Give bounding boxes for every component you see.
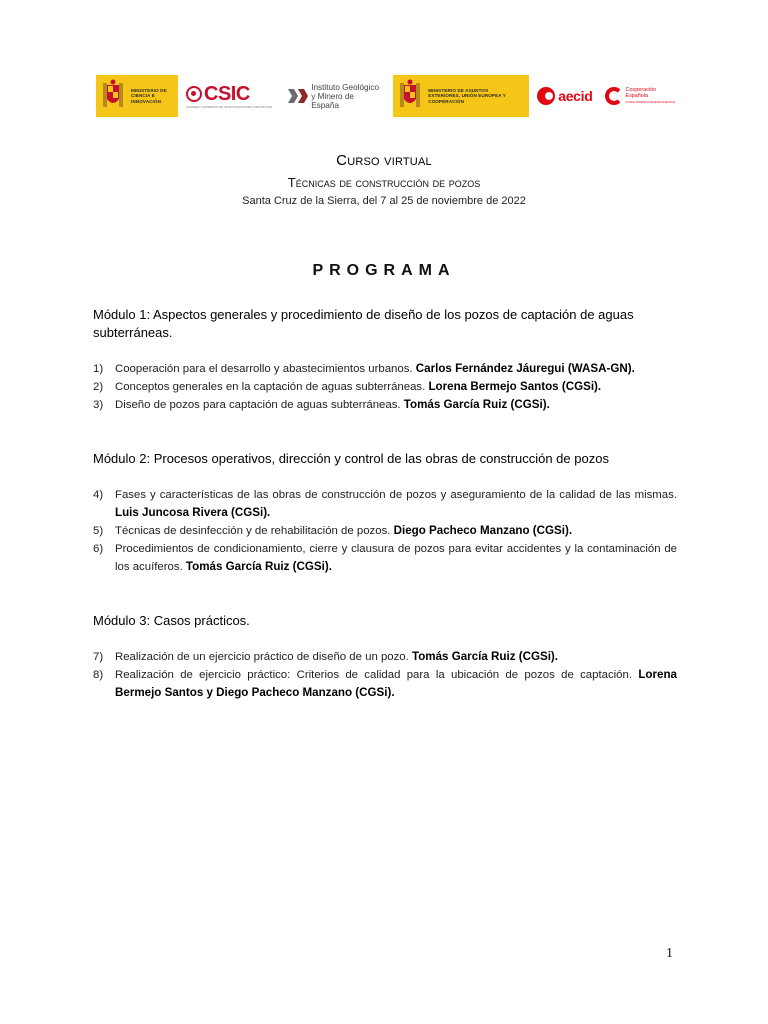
csic-wordmark: CSIC — [204, 82, 250, 105]
igme-text: Instituto Geológico y Minero de España — [311, 82, 380, 110]
ministry-exterior-logo — [393, 75, 529, 117]
item-text — [115, 396, 677, 414]
item-number: 1) — [93, 363, 104, 375]
igme-logo — [286, 83, 379, 110]
page-number: 1 — [666, 946, 673, 961]
item-text — [115, 378, 677, 396]
item-author: Carlos Fernández Jáuregui (WASA-GN). — [415, 362, 635, 375]
item-author: Lorena Bermejo Santos y Diego Pacheco Manzano (CGSi). — [115, 668, 677, 699]
aecid-logo — [537, 87, 592, 105]
list-item — [93, 378, 677, 396]
module-item-list — [93, 486, 677, 576]
list-item — [93, 360, 677, 378]
item-number: 3) — [93, 399, 104, 411]
list-item — [93, 522, 677, 540]
logo-strip — [96, 74, 676, 118]
ministry-exterior-text: MINISTERIO DE ASUNTOS EXTERIORES, UNIÓN EUROPEA Y COOPERACIÓN — [428, 88, 506, 104]
list-item — [93, 396, 677, 414]
item-description: Realización de ejercicio práctico: Criterios de calidad para la ubicación de pozos de captación. — [115, 669, 633, 681]
spain-coat-of-arms-icon — [99, 79, 127, 113]
cooperacion-mark-icon — [605, 87, 623, 105]
item-text — [115, 486, 677, 522]
module-item-list — [93, 360, 677, 414]
list-item — [93, 540, 677, 576]
item-description: Procedimientos de condicionamiento, cierre y clausura de pozos para evitar accidentes y la contaminación de los acuíferos. — [115, 543, 677, 573]
item-author: Tomás García Ruiz (CGSi). — [185, 560, 332, 573]
item-number: 6) — [93, 543, 104, 555]
ministry-science-text: MINISTERIO DE CIENCIA E INNOVACIÓN — [131, 88, 167, 104]
item-text — [115, 360, 677, 378]
module-2 — [93, 450, 677, 576]
item-number: 4) — [93, 489, 104, 501]
module-1 — [93, 306, 677, 414]
spain-coat-of-arms-icon — [396, 79, 424, 113]
item-author: Luis Juncosa Rivera (CGSi). — [115, 506, 271, 519]
module-heading: Módulo 1: Aspectos generales y procedimiento de diseño de los pozos de captación de aguas subterráneas. — [93, 307, 634, 340]
item-description: Conceptos generales en la captación de aguas subterráneas. — [115, 381, 426, 393]
item-text — [115, 666, 677, 702]
item-author: Tomás García Ruiz (CGSi). — [411, 650, 559, 663]
item-author: Lorena Bermejo Santos (CGSi). — [428, 380, 602, 393]
list-item — [93, 666, 677, 702]
item-text — [115, 540, 677, 576]
item-description: Técnicas de desinfección y de rehabilitación de pozos. — [115, 525, 391, 537]
item-author: Diego Pacheco Manzano (CGSi). — [393, 524, 573, 537]
item-text — [115, 648, 677, 666]
aecid-mark-icon — [537, 87, 555, 105]
csic-logo — [186, 84, 272, 109]
item-number: 7) — [93, 651, 104, 663]
item-description: Fases y características de las obras de construcción de pozos y aseguramiento de la calidad de las mismas. — [115, 489, 677, 501]
csic-subtitle: CONSEJO SUPERIOR DE INVESTIGACIONES CIENTÍFICAS — [186, 104, 273, 109]
programa-heading: PROGRAMA — [312, 262, 456, 279]
csic-mark-icon — [186, 86, 202, 102]
course-subtitle: Técnicas de construcción de pozos — [287, 175, 481, 190]
list-item — [93, 486, 677, 522]
program-content — [93, 306, 677, 702]
item-number: 8) — [93, 669, 104, 681]
ministry-science-logo — [96, 75, 178, 117]
cooperacion-text — [626, 87, 675, 105]
list-item — [93, 648, 677, 666]
item-description: Realización de un ejercicio práctico de diseño de un pozo. — [115, 651, 409, 663]
cooperacion-subline: CONOCIMIENTO/INTERCONEXIÓN — [625, 100, 675, 104]
cooperacion-espanola-logo — [605, 87, 675, 105]
module-heading: Módulo 2: Procesos operativos, dirección y control de las obras de construcción de pozos — [93, 451, 609, 466]
module-heading: Módulo 3: Casos prácticos. — [93, 613, 250, 628]
item-author: Tomás García Ruiz (CGSi). — [403, 398, 550, 411]
cooperacion-line2: Española — [625, 93, 648, 99]
cooperacion-line1: Cooperación — [625, 87, 657, 93]
igme-mark-icon — [286, 85, 308, 107]
item-text — [115, 522, 677, 540]
course-dates: Santa Cruz de la Sierra, del 7 al 25 de noviembre de 2022 — [242, 195, 526, 207]
item-number: 2) — [93, 381, 104, 393]
title-block — [0, 152, 768, 207]
aecid-wordmark: aecid — [558, 88, 593, 104]
item-description: Diseño de pozos para captación de aguas subterráneas. — [115, 399, 401, 411]
page-title: Curso virtual — [336, 152, 432, 169]
module-item-list — [93, 648, 677, 702]
module-3 — [93, 612, 677, 702]
item-number: 5) — [93, 525, 104, 537]
item-description: Cooperación para el desarrollo y abastecimientos urbanos. — [115, 363, 413, 375]
